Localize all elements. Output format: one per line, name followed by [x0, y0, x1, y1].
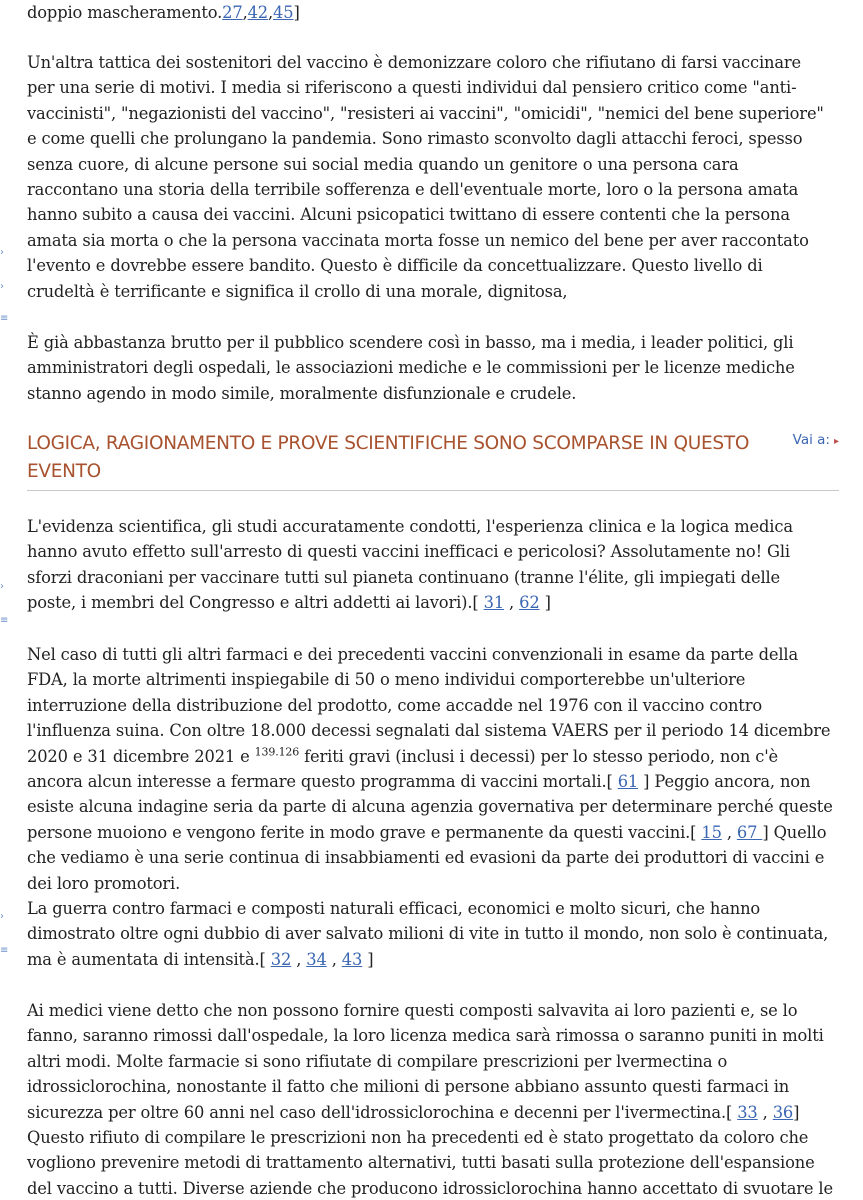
citation-bracket: ] [544, 593, 551, 613]
citation-link[interactable]: 67 [736, 822, 763, 842]
citation-link[interactable]: 45 [273, 3, 294, 22]
citation-link[interactable]: 31 [483, 593, 505, 613]
citation-link[interactable]: 34 [306, 949, 327, 969]
paragraph-text: doppio mascheramento. [27, 3, 223, 22]
citation-link[interactable]: 36 [772, 1102, 794, 1122]
edge-marker-icon: › [0, 247, 4, 258]
citation-link[interactable]: 32 [270, 949, 292, 969]
paragraph-fda-vaers: Nel caso di tutti gli altri farmaci e dei precedenti vaccini convenzionali in esame da parte della FDA, la morte altrimenti inspiegabile di 50 o meno individui comporterebbe un'ulteriore interruzione della distribuzione del prodotto, come accadde nel 1976 con il vaccino contro l'influenza suina. Con oltre 18.000 decessi segnalati dal sistema VAERS per il periodo 14 dicembre 2020 e 31 dicembre 2021 e $^{139.126}$ feriti gravi (inclusi i decessi) per lo stesso periodo, non c'è ancora alcun interesse a fermare questo programma di vaccini mortali.[ 61 ] Peggio ancora, non esiste alcuna indagine seria da parte di alcuna agenzia governativa per determinare perché queste persone muoiono e vengono ferite in modo grave e permanente da questi vaccini.[ 15 , 67 ] Quello che vediamo è una serie continua di insabbiamenti ed evasioni da parte dei produttori di vaccini e dei loro promotori. [27, 645, 833, 893]
goto-menu[interactable] [793, 432, 839, 448]
citation-bracket: ] [293, 3, 300, 22]
citation-bracket: ] [367, 949, 374, 969]
triangle-right-icon: ▸ [833, 436, 839, 447]
paragraph-text: Nel caso di tutti gli altri farmaci e dei precedenti vaccini convenzionali in esame da parte della FDA, la morte altrimenti inspiegabile di 50 o meno individui comporterebbe un'ulteriore interruzione della distribuzione del prodotto, come accadde nel 1976 con il vaccino contro l'influenza suina. Con oltre 18.000 decessi segnalati dal sistema VAERS per il periodo 14 dicembre 2020 e 31 dicembre 2021 e [27, 645, 831, 766]
citation-link[interactable]: 42 [247, 3, 269, 22]
paragraph-war-on-drugs: La guerra contro farmaci e composti naturali efficaci, economici e molto sicuri, che hanno dimostrato oltre ogni dubbio di aver salvato milioni di vite in tutto il mondo, non solo è continuata, ma è aumentata di intensità.[ 32 , 34 , 43 ] [27, 899, 829, 969]
paragraph-text: ] Quello che vediamo è una serie continua di insabbiamenti ed evasioni da parte dei produttori di vaccini e dei loro promotori. [27, 822, 827, 893]
edge-marker-icon: › [0, 581, 4, 592]
paragraph-text: Ai medici viene detto che non possono fornire questi composti salvavita ai loro pazienti e, se lo fanno, saranno rimossi dall'ospedale, la loro licenza medica sarà rimossa o saranno puniti in molti altri modi. Molte farmacie si sono rifiutate di compilare prescrizioni per lvermectina o idrossiclorochina, nonostante il fatto che milioni di persone abbiano assunto questi farmaci in sicurezza per oltre 60 anni nel caso dell'idrossiclorochina e decenni per l'ivermectina.[ [27, 1001, 824, 1122]
section-heading: LOGICA, RAGIONAMENTO E PROVE SCIENTIFICHE SONO SCOMPARSE IN QUESTO EVENTO [27, 433, 750, 482]
paragraph-text: La guerra contro farmaci e composti naturali efficaci, economici e molto sicuri, che hanno dimostrato oltre ogni dubbio di aver salvato milioni di vite in tutto il mondo, non solo è continuata, ma è aumentata di intensità.[ [27, 899, 829, 969]
paragraph-text: ] Questo rifiuto di compilare le prescrizioni non ha precedenti ed è stato progettato da coloro che vogliono prevenire metodi di trattamento alternativi, tutti basati sulla protezione dell'espansione del vaccino a tutti. Diverse aziende che producono idrossiclorochina hanno accettato di svuotare le [27, 1102, 833, 1198]
section-heading-row [27, 430, 839, 491]
edge-marker-icon: ≡ [0, 615, 9, 626]
edge-marker-icon: ≡ [0, 945, 9, 956]
paragraph-text: Un'altra tattica dei sostenitori del vaccino è demonizzare coloro che rifiutano di farsi vaccinare per una serie di motivi. I media si riferiscono a questi individui dal pensiero critico come "anti-vaccinisti", "negazionisti del vaccino", "resisteri ai vaccini", "omicidi", "nemici del bene superiore" e come quelli che prolungano la pandemia. Sono rimasto sconvolto dagli attacchi feroci, spesso senza cuore, di alcune persone sui social media quando un genitore o una persona cara raccontano una storia della terribile sofferenza e dell'eventuale morte, loro o la persona amata hanno subito a causa dei vaccini. Alcuni psicopatici twittano di essere contenti che la persona amata sia morta o che la persona vaccinata morta fosse un nemico del bene per aver raccontato l'evento e dovrebbe essere bandito. Questo è difficile da concettualizzare. Questo livello di crudeltà è terrificante e significa il crollo di una morale, dignitosa, [27, 53, 824, 301]
edge-marker-icon: ≡ [0, 313, 9, 324]
goto-label: Vai a: [792, 432, 830, 448]
citation-link[interactable]: 15 [701, 822, 722, 842]
citation-link[interactable]: 27 [222, 3, 243, 22]
citation-link[interactable]: 61 [617, 772, 639, 792]
citation-link[interactable]: 62 [519, 593, 540, 613]
citation-link[interactable]: 33 [737, 1102, 758, 1122]
paragraph-partial-top: doppio mascheramento.27,42,45] [27, 3, 300, 22]
paragraph-text: ] Peggio ancora, non esiste alcuna indagine seria da parte di alcuna agenzia governativa per determinare perché queste persone muoiono e vengono ferite in modo grave e permanente da questi vaccini.[ [27, 772, 833, 842]
citation-link[interactable]: 43 [341, 949, 363, 969]
paragraph-demonization [27, 50, 833, 304]
paragraph-text: feriti gravi (inclusi i decessi) per lo stesso periodo, non c'è ancora alcun interesse a fermare questo programma di vaccini mortali.[ [27, 746, 779, 792]
paragraph-scientific-evidence: L'evidenza scientifica, gli studi accuratamente condotti, l'esperienza clinica e la logica medica hanno avuto effetto sull'arresto di questi vaccini inefficaci e pericolosi? Assolutamente no! Gli sforzi draconiani per vaccinare tutti sul pianeta continuano (tranne l'élite, gli impiegati delle poste, i membri del Congresso e altri addetti ai lavori).[ 31 , 62 ] [27, 517, 793, 613]
paragraph-text: L'evidenza scientifica, gli studi accuratamente condotti, l'esperienza clinica e la logica medica hanno avuto effetto sull'arresto di questi vaccini inefficaci e pericolosi? Assolutamente no! Gli sforzi draconiani per vaccinare tutti sul pianeta continuano (tranne l'élite, gli impiegati delle poste, i membri del Congresso e altri addetti ai lavori).[ [27, 517, 793, 613]
paragraph-text: È già abbastanza brutto per il pubblico scendere così in basso, ma i media, i leader politici, gli amministratori degli ospedali, le associazioni mediche e le commissioni per le licenze mediche stanno agendo in modo simile, moralmente disfunzionale e crudele. [27, 333, 795, 403]
superscript-number: 139.126 [254, 745, 300, 759]
edge-marker-icon: › [0, 911, 4, 922]
paragraph-public-behaviour [27, 330, 833, 406]
edge-marker-icon: › [0, 281, 4, 292]
paragraph-doctors-pharmacies: Ai medici viene detto che non possono fornire questi composti salvavita ai loro pazienti e, se lo fanno, saranno rimossi dall'ospedale, la loro licenza medica sarà rimossa o saranno puniti in molti altri modi. Molte farmacie si sono rifiutate di compilare prescrizioni per lvermectina o idrossiclorochina, nonostante il fatto che milioni di persone abbiano assunto questi farmaci in sicurezza per oltre 60 anni nel caso dell'idrossiclorochina e decenni per l'ivermectina.[ 33 , 36] Questo rifiuto di compilare le prescrizioni non ha precedenti ed è stato progettato da coloro che vogliono prevenire metodi di trattamento alternativi, tutti basati sulla protezione dell'espansione del vaccino a tutti. Diverse aziende che producono idrossiclorochina hanno accettato di svuotare le [27, 1001, 833, 1198]
